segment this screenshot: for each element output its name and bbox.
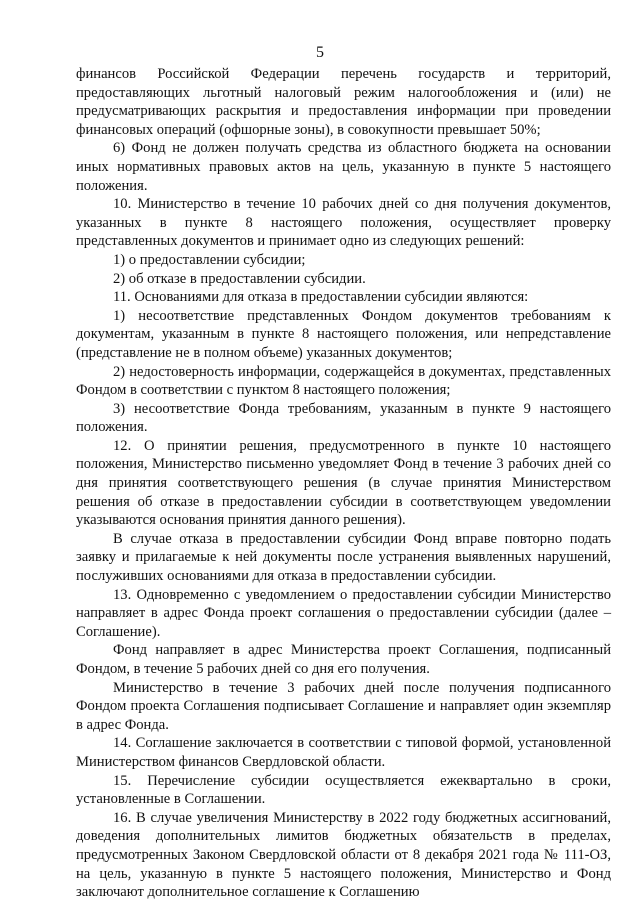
paragraph: 2) недостоверность информации, содержащейся в документах, представленных Фондом в соответствии с пунктом 8 настоящего положения;	[76, 363, 611, 399]
paragraph: 3) несоответствие Фонда требованиям, указанным в пункте 9 настоящего положения.	[76, 400, 611, 436]
paragraph: Министерство в течение 3 рабочих дней после получения подписанного Фондом проекта Соглашения подписывает Соглашение и направляет один экземпляр в адрес Фонда.	[76, 679, 611, 733]
paragraph: 15. Перечисление субсидии осуществляется ежеквартально в сроки, установленные в Соглашении.	[76, 772, 611, 808]
document-body	[76, 65, 611, 902]
paragraph: В случае отказа в предоставлении субсидии Фонд вправе повторно подать заявку и прилагаемые к ней документы после устранения выявленных нарушений, послуживших основаниями для отказа в предоставлении субсидии.	[76, 530, 611, 585]
paragraph: 12. О принятии решения, предусмотренного в пункте 10 настоящего положения, Министерство письменно уведомляет Фонд в течение 3 рабочих дней со дня принятия соответствующего решения (в случае принятия Министерством решения об отказе в предоставлении субсидии в соответствующем уведомлении указываются основания принятия данного решения).	[76, 437, 611, 529]
paragraph: 1) несоответствие представленных Фондом документов требованиям к документам, указанным в пункте 8 настоящего положения, или непредставление (представление не в полном объеме) указанных документов;	[76, 307, 611, 361]
paragraph: финансов Российской Федерации перечень государств и территорий, предоставляющих льготный налоговый режим налогообложения и (или) не предусматривающих раскрытия и предоставления информации при проведении финансовых операций (офшорные зоны), в совокупности превышает 50%;	[76, 66, 611, 138]
paragraph: 16. В случае увеличения Министерству в 2022 году бюджетных ассигнований, доведения дополнительных лимитов бюджетных обязательств в пределах, предусмотренных Законом Свердловской области от 8 декабря 2021 года № 111-ОЗ, на цель, указанную в пункте 5 настоящего положения, Министерство и Фонд заключают дополнительное соглашение к Соглашению	[76, 809, 611, 901]
paragraph: 2) об отказе в предоставлении субсидии.	[113, 270, 366, 287]
paragraph: 1) о предоставлении субсидии;	[113, 251, 306, 268]
paragraph: 13. Одновременно с уведомлением о предоставлении субсидии Министерство направляет в адрес Фонда проект соглашения о предоставлении субсидии (далее – Соглашение).	[76, 586, 611, 640]
paragraph: Фонд направляет в адрес Министерства проект Соглашения, подписанный Фондом, в течение 5 рабочих дней со дня его получения.	[76, 642, 611, 677]
paragraph: 6) Фонд не должен получать средства из областного бюджета на основании иных нормативных правовых актов на цель, указанную в пункте 5 настоящего положения.	[76, 140, 611, 194]
page-number: 5	[316, 44, 324, 61]
paragraph: 10. Министерство в течение 10 рабочих дней со дня получения документов, указанных в пункте 8 настоящего положения, осуществляет проверку представленных документов и принимает одно из следующих решений:	[76, 196, 611, 250]
paragraph: 11. Основаниями для отказа в предоставлении субсидии являются:	[113, 289, 529, 306]
paragraph: 14. Соглашение заключается в соответствии с типовой формой, установленной Министерством финансов Свердловской области.	[76, 735, 611, 770]
